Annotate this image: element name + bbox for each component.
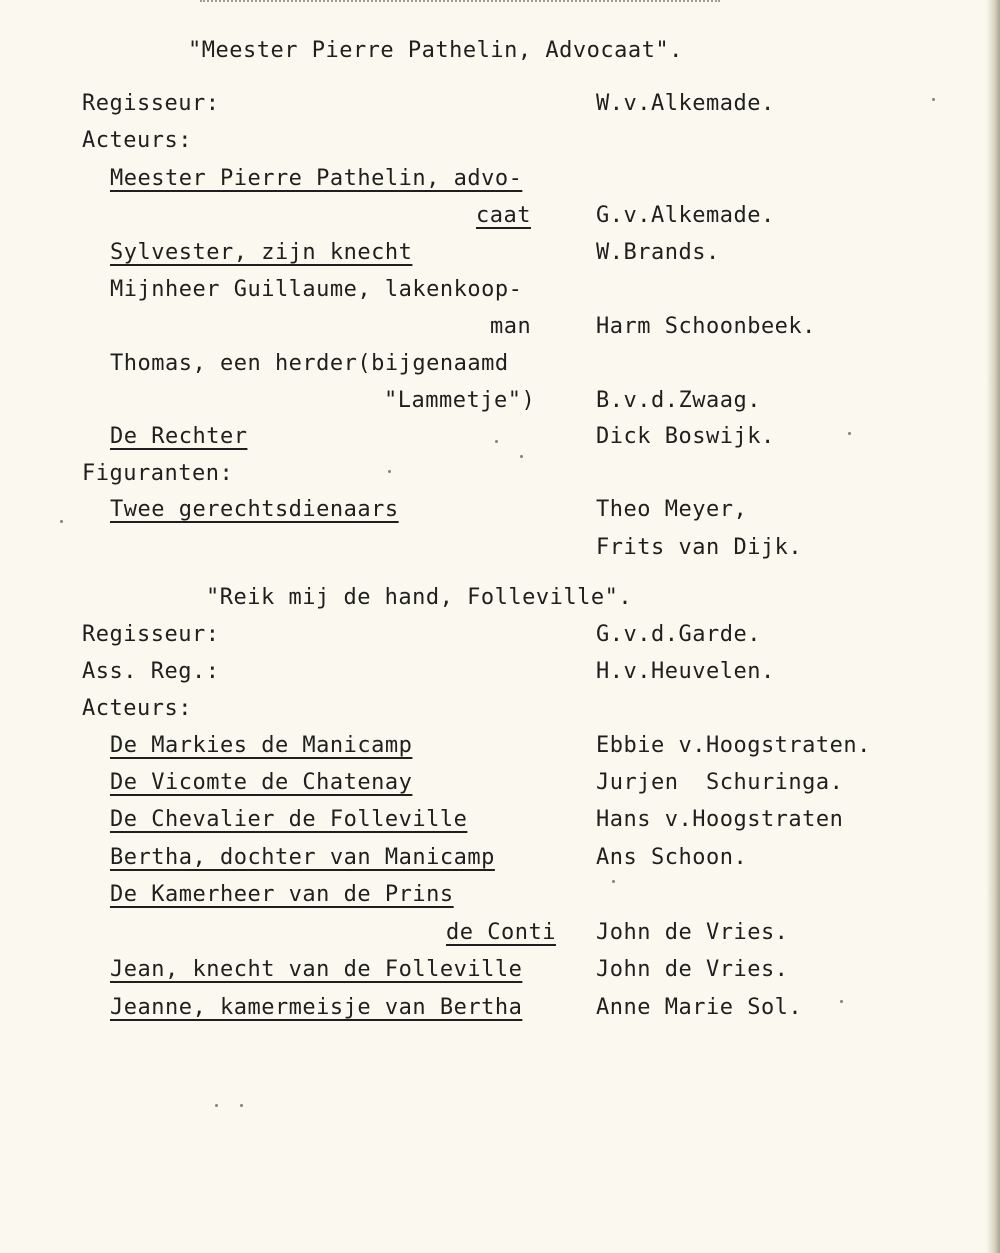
page-right-edge — [986, 0, 1000, 1253]
paper-speck — [840, 1000, 843, 1003]
paper-speck — [932, 98, 935, 101]
play1-acteurs-label: Acteurs: — [82, 128, 192, 153]
play1-actor-2: W.Brands. — [596, 240, 720, 265]
play2-role-4: Bertha, dochter van Manicamp — [110, 845, 495, 870]
play1-actor-3: Harm Schoonbeek. — [596, 314, 816, 339]
play1-title: "Meester Pierre Pathelin, Advocaat". — [188, 38, 683, 63]
play2-title: "Reik mij de hand, Folleville". — [206, 585, 633, 610]
play2-actor-1: Ebbie v.Hoogstraten. — [596, 733, 871, 758]
play1-role-4-line1: Thomas, een herder(bijgenaamd — [110, 351, 509, 376]
play2-role-2: De Vicomte de Chatenay — [110, 770, 413, 795]
play2-actor-7: Anne Marie Sol. — [596, 995, 803, 1020]
paper-speck — [848, 432, 851, 435]
play1-role-5: De Rechter — [110, 424, 248, 449]
play1-figuranten-role: Twee gerechtsdienaars — [110, 497, 399, 522]
paper-speck — [240, 1104, 243, 1107]
play2-actor-6: John de Vries. — [596, 957, 789, 982]
play1-regisseur-label: Regisseur: — [82, 91, 220, 116]
play2-role-3: De Chevalier de Folleville — [110, 807, 468, 832]
play1-regisseur-name: W.v.Alkemade. — [596, 91, 775, 116]
play2-actor-3: Hans v.Hoogstraten — [596, 807, 844, 832]
top-edge-mark — [200, 0, 720, 6]
play1-role-2-text: Sylvester, zijn knecht — [110, 240, 413, 265]
play2-regisseur-label: Regisseur: — [82, 622, 220, 647]
paper-speck — [495, 440, 498, 443]
play2-ass-reg-label: Ass. Reg.: — [82, 659, 220, 684]
play1-role-3-line2: man — [490, 314, 532, 339]
play2-role-1: De Markies de Manicamp — [110, 733, 413, 758]
play2-actor-4: Ans Schoon. — [596, 845, 748, 870]
play1-role-4-line2: "Lammetje") — [384, 388, 536, 413]
play1-figuranten-actor-2: Frits van Dijk. — [596, 535, 803, 560]
play1-figuranten-label: Figuranten: — [82, 461, 234, 486]
play2-actor-2: Jurjen Schuringa. — [596, 770, 844, 795]
paper-speck — [520, 455, 523, 458]
play1-role-1-line2: caat — [476, 203, 531, 228]
play2-role-5-line2: de Conti — [446, 920, 556, 945]
play2-role-7: Jeanne, kamermeisje van Bertha — [110, 995, 523, 1020]
play2-role-6: Jean, knecht van de Folleville — [110, 957, 523, 982]
play1-figuranten-actor-1: Theo Meyer, — [596, 497, 748, 522]
play1-actor-5: Dick Boswijk. — [596, 424, 775, 449]
play2-actor-5: John de Vries. — [596, 920, 789, 945]
play2-acteurs-label: Acteurs: — [82, 696, 192, 721]
play1-actor-1: G.v.Alkemade. — [596, 203, 775, 228]
paper-speck — [612, 880, 615, 883]
play1-actor-4: B.v.d.Zwaag. — [596, 388, 761, 413]
paper-speck — [215, 1104, 218, 1107]
play2-ass-reg-name: H.v.Heuvelen. — [596, 659, 775, 684]
paper-speck — [388, 470, 391, 473]
play1-role-3-line1: Mijnheer Guillaume, lakenkoop- — [110, 277, 523, 302]
paper-speck — [60, 520, 63, 523]
play2-role-5-line1: De Kamerheer van de Prins — [110, 882, 454, 907]
play1-role-1-line1: Meester Pierre Pathelin, advo- — [110, 166, 523, 191]
play1-role-2 — [110, 240, 412, 266]
play2-regisseur-name: G.v.d.Garde. — [596, 622, 761, 647]
